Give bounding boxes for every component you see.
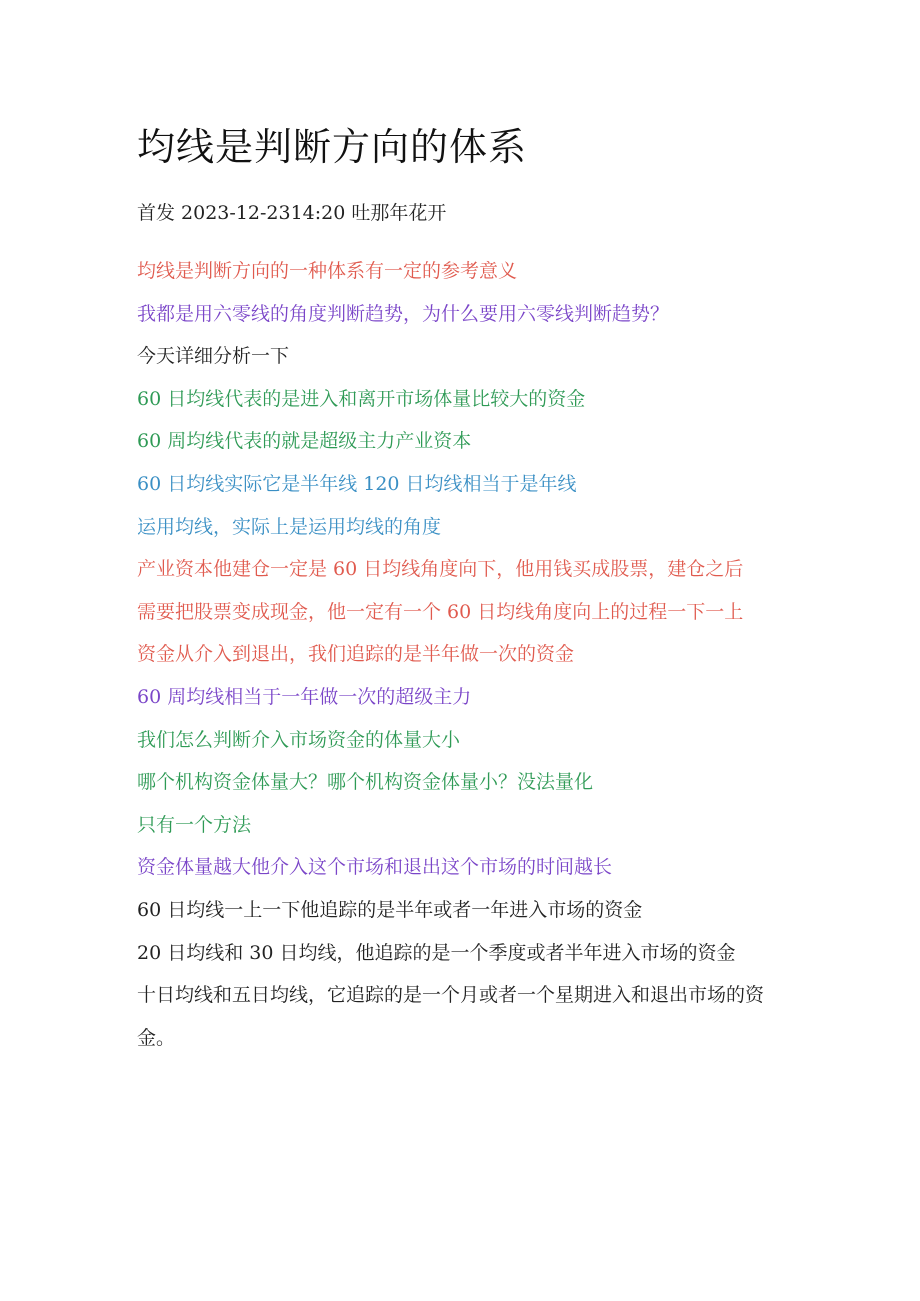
paragraph-line: 20 日均线和 30 日均线，他追踪的是一个季度或者半年进入市场的资金 (137, 941, 736, 964)
paragraph-line: 运用均线，实际上是运用均线的角度 (137, 515, 442, 538)
paragraph-line: 均线是判断方向的一种体系有一定的参考意义 (137, 260, 518, 282)
paragraph-line: 只有一个方法 (137, 813, 252, 836)
article-body (137, 255, 787, 1060)
paragraph-line: 60 周均线相当于一年做一次的超级主力 (137, 685, 472, 708)
paragraph-line: 今天详细分析一下 (137, 345, 290, 368)
paragraph-line: 60 日均线一上一下他追踪的是半年或者一年进入市场的资金 (137, 898, 643, 921)
paragraph-line: 我们怎么判断介入市场资金的体量大小 (137, 728, 461, 751)
paragraph-line: 十日均线和五日均线，它追踪的是一个月或者一个星期进入和退出市场的资金。 (137, 984, 765, 1050)
paragraph-line: 我都是用六零线的角度判断趋势，为什么要用六零线判断趋势？ (137, 302, 670, 325)
paragraph-line: 资金从介入到退出，我们追踪的是半年做一次的资金 (137, 643, 575, 666)
paragraph-line: 产业资本他建仓一定是 60 日均线角度向下，他用钱买成股票，建仓之后 (137, 558, 744, 581)
paragraph-line: 60 日均线代表的是进入和离开市场体量比较大的资金 (137, 387, 586, 410)
paragraph-line: 60 日均线实际它是半年线 120 日均线相当于是年线 (137, 472, 577, 495)
paragraph-line: 哪个机构资金体量大？哪个机构资金体量小？没法量化 (137, 771, 594, 794)
paragraph-line: 60 周均线代表的就是超级主力产业资本 (137, 430, 472, 453)
page-title: 均线是判断方向的体系 (137, 125, 528, 169)
paragraph-line: 资金体量越大他介入这个市场和退出这个市场的时间越长 (137, 856, 613, 879)
paragraph-line: 需要把股票变成现金，他一定有一个 60 日均线角度向上的过程一下一上 (137, 600, 744, 623)
publish-meta: 首发 2023-12-2314:20 吐那年花开 (137, 202, 447, 224)
